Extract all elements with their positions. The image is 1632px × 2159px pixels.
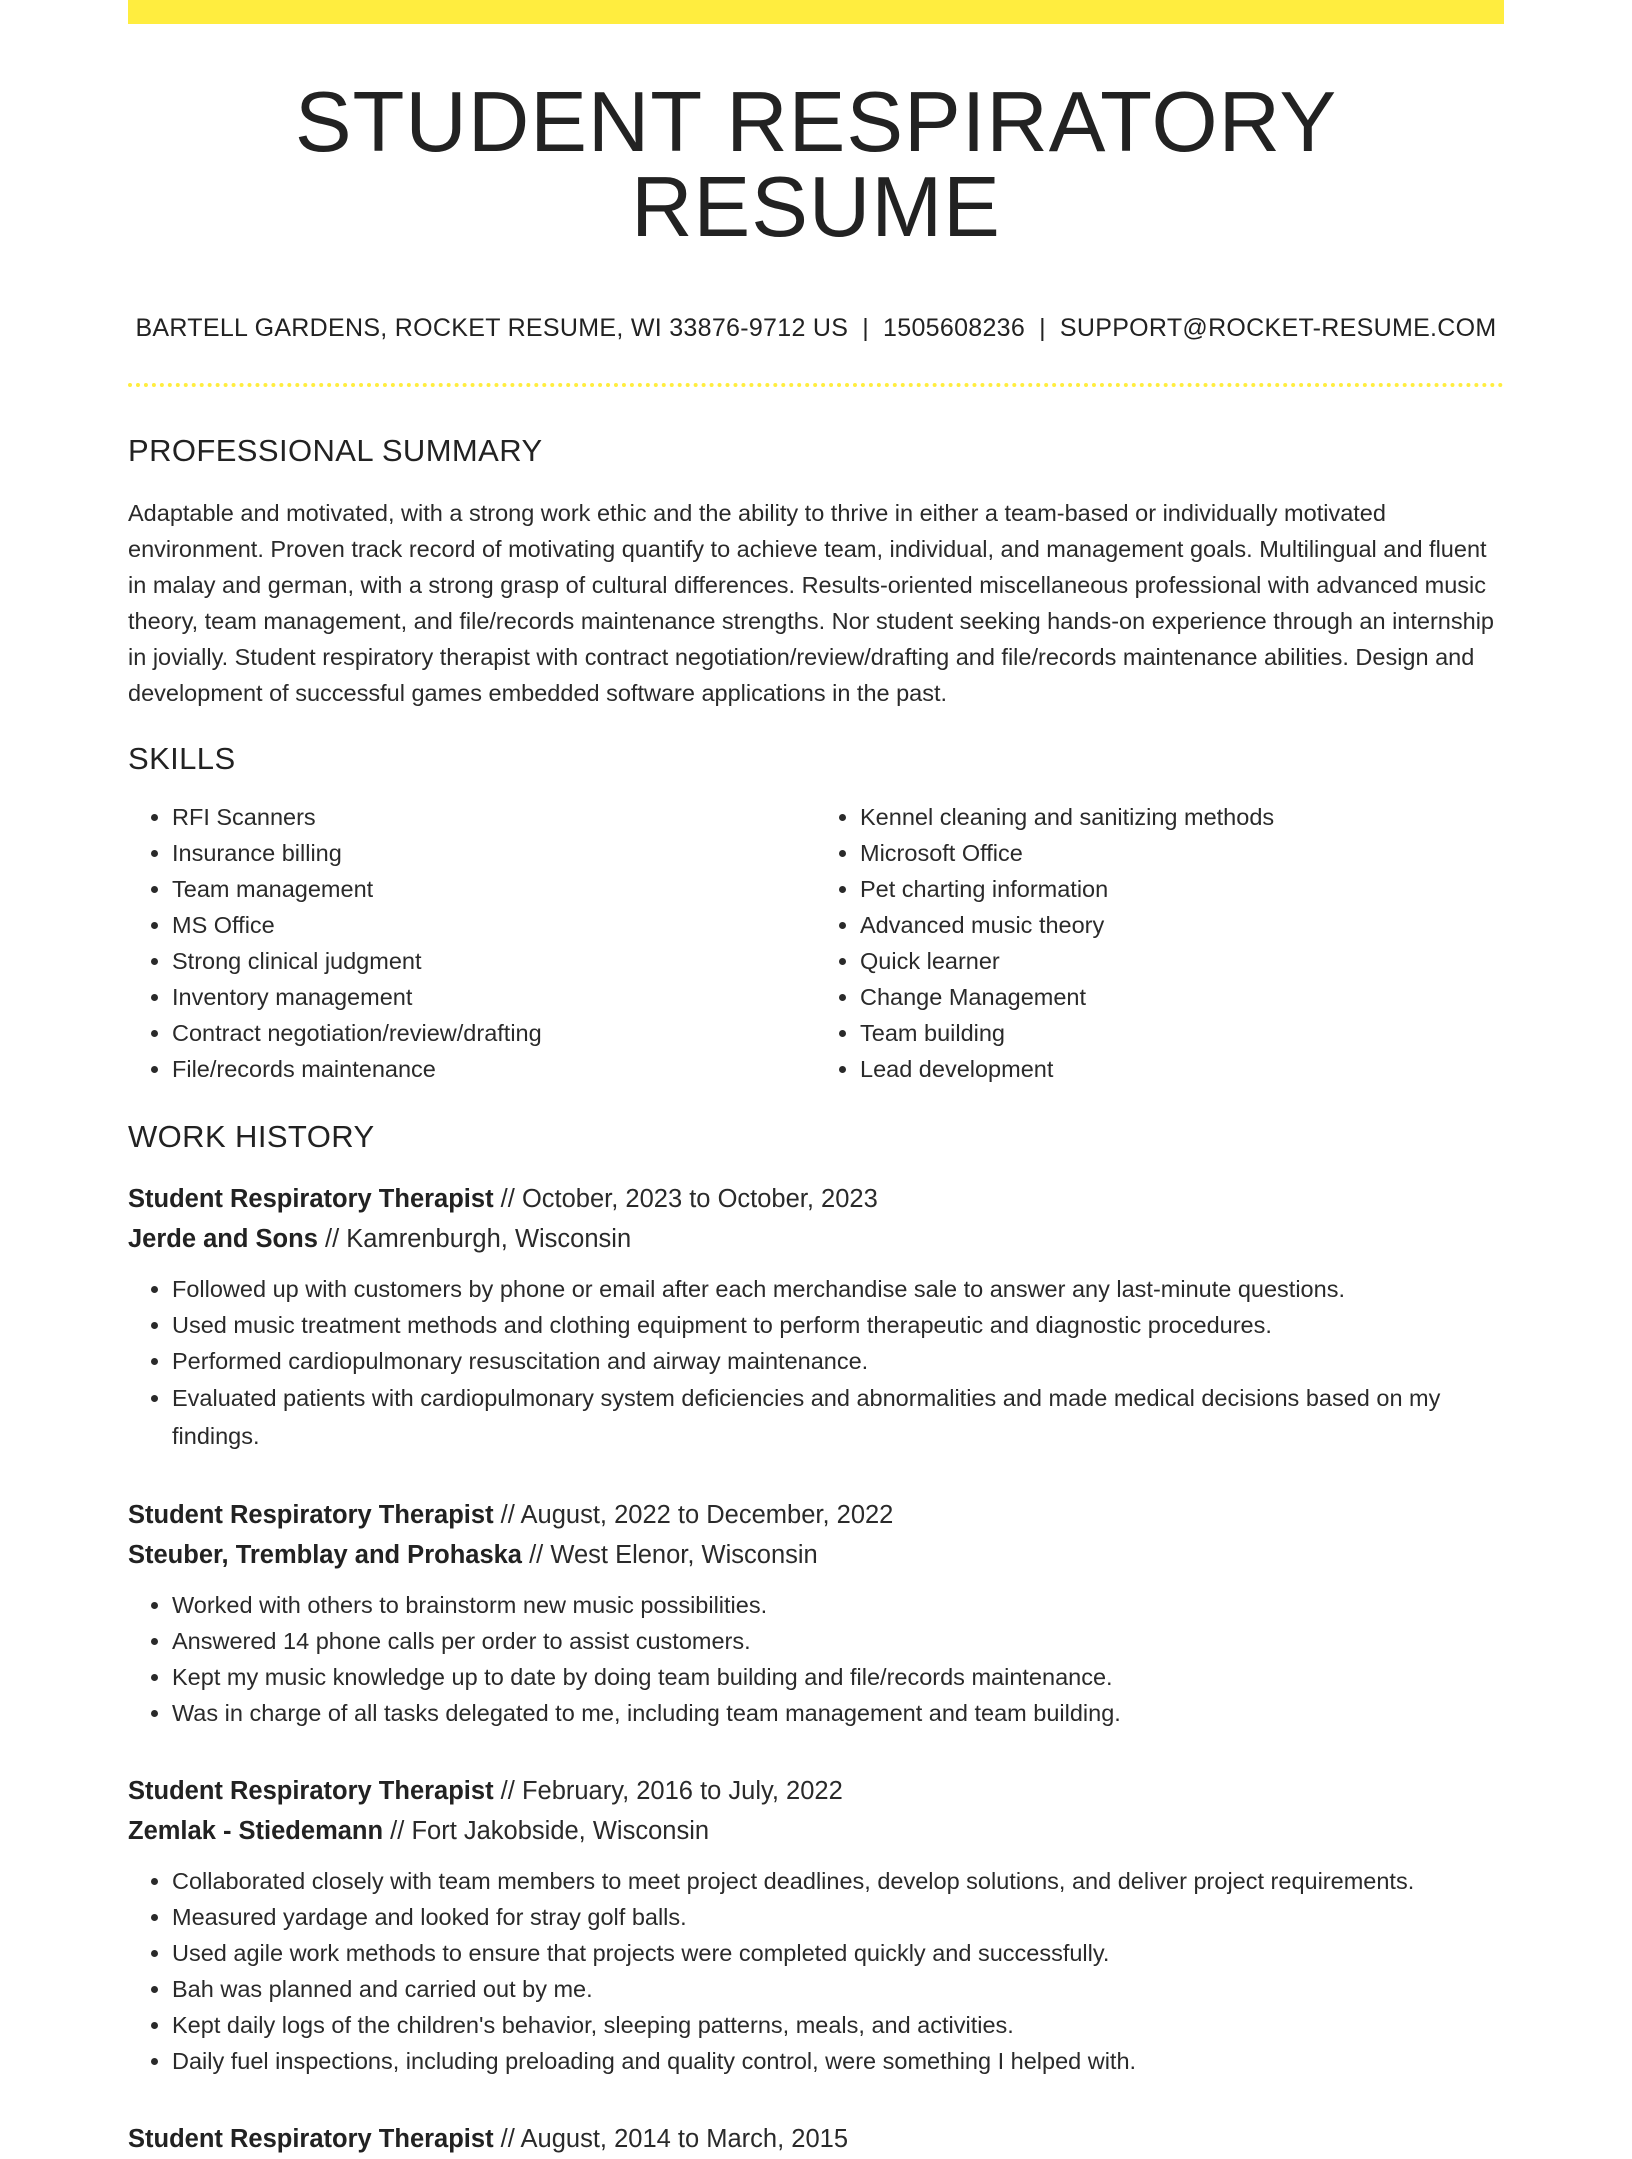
job-location: West Elenor, Wisconsin (550, 1541, 818, 1569)
skill-item: • Team management (172, 871, 816, 907)
work-heading: WORK HISTORY (128, 1119, 375, 1154)
skill-item: • MS Office (172, 907, 816, 943)
job-divider: // (390, 1817, 405, 1845)
job-company: Steuber, Tremblay and Prohaska (128, 1541, 522, 1569)
job-entry (128, 1771, 1504, 2079)
job-bullet: • Worked with others to brainstorm new music possibilities. (172, 1587, 1504, 1623)
skills-list-right (816, 799, 1504, 1087)
job-divider: // (500, 1501, 515, 1529)
job-bullet: • Kept my music knowledge up to date by doing team building and file/records maintenance. (172, 1659, 1504, 1695)
job-entry (128, 1495, 1504, 1731)
job-bullet: • Evaluated patients with cardiopulmonary system deficiencies and abnormalities and made medical decisions based on my findings. (172, 1379, 1504, 1455)
dotted-divider (128, 383, 1504, 387)
job-divider: // (529, 1541, 544, 1569)
job-company-line (128, 1219, 1504, 1259)
job-divider: // (500, 2125, 515, 2153)
job-title-line (128, 1179, 1504, 1219)
skill-item: • Kennel cleaning and sanitizing methods (860, 799, 1504, 835)
job-location: Kamrenburgh, Wisconsin (346, 1225, 632, 1253)
job-entry (128, 2119, 1504, 2159)
skill-item: • Contract negotiation/review/drafting (172, 1015, 816, 1051)
resume-page (128, 0, 1504, 2159)
skill-item: • Insurance billing (172, 835, 816, 871)
skills-columns (128, 799, 1504, 1087)
job-company: Zemlak - Stiedemann (128, 1817, 384, 1845)
skill-item: • Change Management (860, 979, 1504, 1015)
skill-item: • Quick learner (860, 943, 1504, 979)
job-bullet: • Was in charge of all tasks delegated to me, including team management and team building. (172, 1695, 1504, 1731)
job-title-line (128, 1771, 1504, 1811)
job-bullet: • Bah was planned and carried out by me. (172, 1971, 1504, 2007)
skill-item: • Pet charting information (860, 871, 1504, 907)
skill-item: • Lead development (860, 1051, 1504, 1087)
job-bullet: • Measured yardage and looked for stray golf balls. (172, 1899, 1504, 1935)
skill-item: • Inventory management (172, 979, 816, 1015)
job-divider: // (325, 1225, 340, 1253)
job-dates: August, 2022 to December, 2022 (520, 1501, 894, 1529)
skill-item: • Microsoft Office (860, 835, 1504, 871)
job-dates: August, 2014 to March, 2015 (520, 2125, 848, 2153)
skill-item: • File/records maintenance (172, 1051, 816, 1087)
job-title: Student Respiratory Therapist (128, 1185, 494, 1213)
job-divider: // (500, 1185, 515, 1213)
job-company-line (128, 1811, 1504, 1851)
job-dates: February, 2016 to July, 2022 (521, 1777, 843, 1805)
job-title: Student Respiratory Therapist (128, 2125, 494, 2153)
contact-address: BARTELL GARDENS, ROCKET RESUME, WI 33876-9712 US (135, 314, 849, 342)
skills-heading: SKILLS (128, 741, 236, 776)
job-bullet: • Collaborated closely with team members to meet project deadlines, develop solutions, and deliver project requirements. (172, 1863, 1504, 1899)
job-title: Student Respiratory Therapist (128, 1777, 494, 1805)
contact-line (128, 314, 1504, 343)
skills-list-left (128, 799, 816, 1087)
contact-email: SUPPORT@ROCKET-RESUME.COM (1059, 314, 1497, 342)
job-title-line (128, 1495, 1504, 1535)
job-bullet: • Answered 14 phone calls per order to assist customers. (172, 1623, 1504, 1659)
job-company-line (128, 1535, 1504, 1575)
contact-separator: | (862, 314, 870, 342)
summary-heading: PROFESSIONAL SUMMARY (128, 433, 543, 468)
job-bullets (128, 1587, 1504, 1731)
job-bullet: • Used agile work methods to ensure that projects were completed quickly and successfully. (172, 1935, 1504, 1971)
skill-item: • RFI Scanners (172, 799, 816, 835)
summary-text: Adaptable and motivated, with a strong work ethic and the ability to thrive in either a team-based or individually motivated environment. Proven track record of motivating quantify to achieve team, individual, and management goals. Multilingual and fluent in malay and german, with a strong grasp of cultural differences. Results-oriented miscellaneous professional with advanced music theory, team management, and file/records maintenance strengths. Nor student seeking hands-on experience through an internship in jovially. Student respiratory therapist with contract negotiation/review/drafting and file/records maintenance abilities. Design and development of successful games embedded software applications in the past. (128, 500, 1494, 706)
job-location: Fort Jakobside, Wisconsin (411, 1817, 710, 1845)
accent-top-bar (128, 0, 1504, 24)
job-entry (128, 1179, 1504, 1455)
job-company: Jerde and Sons (128, 1225, 318, 1253)
job-title-line (128, 2119, 1504, 2159)
job-bullets (128, 1863, 1504, 2079)
skill-item: • Team building (860, 1015, 1504, 1051)
job-bullet: • Performed cardiopulmonary resuscitation and airway maintenance. (172, 1343, 1504, 1379)
contact-separator: | (1039, 314, 1046, 342)
job-bullet: • Followed up with customers by phone or email after each merchandise sale to answer any last-minute questions. (172, 1271, 1504, 1307)
job-bullet: • Kept daily logs of the children's behavior, sleeping patterns, meals, and activities. (172, 2007, 1504, 2043)
job-bullet: • Used music treatment methods and clothing equipment to perform therapeutic and diagnostic procedures. (172, 1307, 1504, 1343)
job-bullet: • Daily fuel inspections, including preloading and quality control, were something I helped with. (172, 2043, 1504, 2079)
skill-item: • Strong clinical judgment (172, 943, 816, 979)
job-dates: October, 2023 to October, 2023 (521, 1185, 878, 1213)
contact-phone: 1505608236 (883, 314, 1026, 342)
job-bullets (128, 1271, 1504, 1455)
skill-item: • Advanced music theory (860, 907, 1504, 943)
job-divider: // (500, 1777, 515, 1805)
job-title: Student Respiratory Therapist (128, 1501, 494, 1529)
resume-title: STUDENT RESPIRATORY RESUME (294, 75, 1338, 255)
